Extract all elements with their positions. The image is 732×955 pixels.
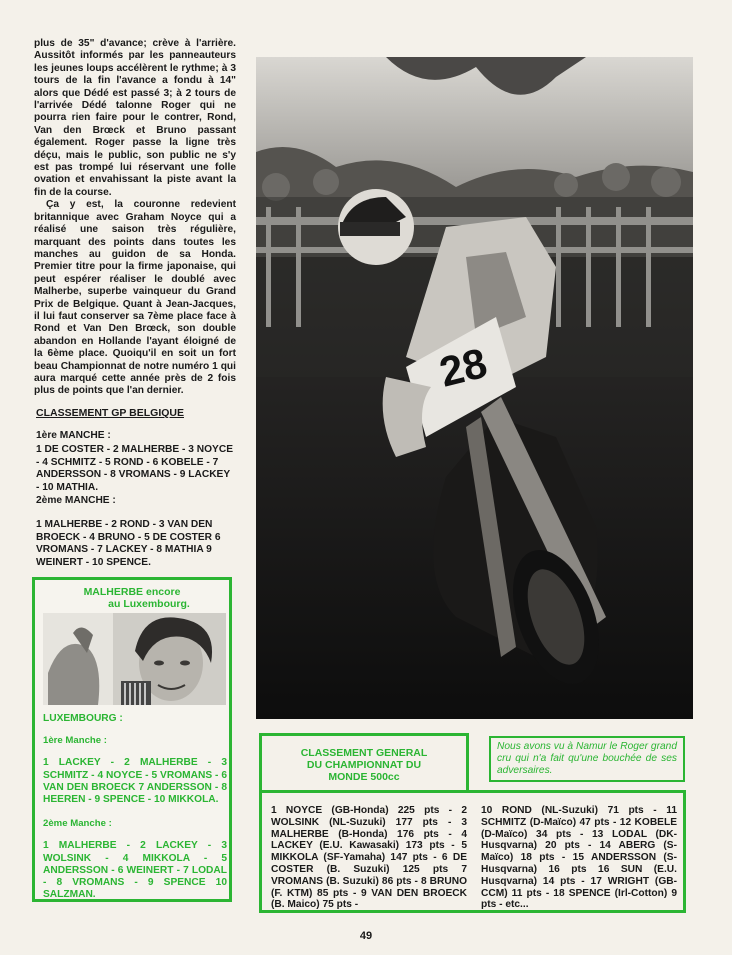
manche-1-results: 1 DE COSTER - 2 MALHERBE - 3 NOYCE - 4 SCHMITZ - 5 ROND - 6 KOBELE - 7 ANDERSSON - 8 VROMANS - 9 LACKEY - 10 MATHIA. bbox=[36, 444, 233, 493]
namur-quote: Nous avons vu à Namur le Roger grand cru qui n'a fait qu'une bouchée de ses adversaires. bbox=[489, 736, 685, 782]
general-standings-left: 1 NOYCE (GB-Honda) 225 pts - 2 WOLSINK (NL-Suzuki) 177 pts - 3 MALHERBE (B-Honda) 176 pts - 4 LACKEY (E.U. Kawasaki) 173 pts - 5 MIKKOLA (SF-Yamaha) 147 pts - 6 DE COSTER (B. Suzuki) 125 pts 7 VROMANS (B. Suzuki) 86 pts - 8 BRUNO (F. KTM) 85 pts - 9 VAN DEN BROECK (B. Maico) 75 pts - bbox=[271, 805, 467, 911]
rider-illustration bbox=[256, 57, 693, 719]
lux-manche-2-label: 2ème Manche : bbox=[43, 818, 112, 830]
gp-belgique-manche-2 bbox=[36, 495, 236, 569]
motocross-rider-photo bbox=[256, 57, 693, 719]
lux-title-line-2: au Luxembourg. bbox=[108, 598, 190, 610]
gp-belgique-manche-1 bbox=[36, 430, 236, 494]
page-number: 49 bbox=[359, 930, 373, 942]
general-title-line-3: MONDE 500cc bbox=[328, 771, 400, 783]
manche-2-label: 2ème MANCHE : bbox=[36, 495, 116, 506]
luxembourg-box bbox=[32, 577, 232, 902]
lux-manche-1-label: 1ère Manche : bbox=[43, 735, 107, 747]
manche-2-results: 1 MALHERBE - 2 ROND - 3 VAN DEN BROECK - 4 BRUNO - 5 DE COSTER 6 VROMANS - 7 LACKEY - 8 MATHIA 9 WEINERT - 10 SPENCE. bbox=[36, 519, 221, 568]
number-plate-28: 28 bbox=[434, 338, 492, 396]
luxembourg-heading: LUXEMBOURG : bbox=[43, 713, 123, 724]
luxembourg-box-title bbox=[35, 586, 229, 610]
general-standings-right: 10 ROND (NL-Suzuki) 71 pts - 11 SCHMITZ (D-Maïco) 47 pts - 12 KOBELE (D-Maïco) 34 pts - 13 LODAL (DK-Husqvarna) 20 pts - 14 ABERG (S-Maïco) 18 pts - 15 ANDERSSON (S-Husqvarna) 16 pts 16 SUN (E.U. Husqvarna) 14 pts - 17 WRIGHT (GB-CCM) 11 pts - 18 SPENCE (Irl-Cotton) 9 pts - etc... bbox=[481, 805, 677, 911]
malherbe-portrait-photo bbox=[43, 613, 226, 705]
lux-title-line-1: MALHERBE encore bbox=[83, 586, 181, 598]
portrait-illustration bbox=[43, 613, 226, 705]
luxembourg-results bbox=[43, 713, 227, 901]
general-standings-title bbox=[269, 747, 459, 783]
general-title-line-1: CLASSEMENT GENERAL bbox=[300, 747, 428, 759]
gp-belgique-title: CLASSEMENT GP BELGIQUE bbox=[36, 407, 184, 419]
article-paragraph-1: plus de 35" d'avance; crève à l'arrière. Aussitôt informés par les panneauteurs les jeunes loups accélèrent le rythme; à 3 tours de la fin l'avance a fondu à 14" alors que Dédé est passé 3; à 2 tours de l'arrivée Dédé talonne Roger qui ne pourra rien faire pour le contrer, Rond, Van den Brœck et Bruno passant également. Roger passe la ligne très déçu, mais le public, son public ne s'y est pas trompé lui réservant une folle ovation et envahissant la piste avant la fin de la course. bbox=[34, 38, 236, 198]
lux-manche-2-results: 1 MALHERBE - 2 LACKEY - 3 WOLSINK - 4 MIKKOLA - 5 ANDERSSON - 6 WEINERT - 7 LODAL - 8 VROMANS - 9 SPENCE 10 SALZMAN. bbox=[43, 840, 227, 901]
article-paragraph-2: Ça y est, la couronne redevient britannique avec Graham Noyce qui a réalisé une saison très régulière, marquant des points dans toutes les manches au guidon de sa Honda. Premier titre pour la firme japonaise, qui peut espérer réaliser le doublé avec Malherbe, superbe vainqueur du Grand Prix de Belgique. Quant à Jean-Jacques, il lui faut conserver sa 7ème place face à Rond et Van Den Brœck, son double abandon en Hollande l'ayant éloigné de la 6ème place. Quoiqu'il en soit un fort beau Championnat de notre numéro 1 qui aura marqué cette année près de 2 fois plus de points que l'an dernier. bbox=[34, 199, 236, 397]
lux-manche-1-results: 1 LACKEY - 2 MALHERBE - 3 SCHMITZ - 4 NOYCE - 5 VROMANS - 6 VAN DEN BROECK 7 ANDERSSON - 8 HEEREN - 9 SPENCE - 10 MIKKOLA. bbox=[43, 757, 227, 806]
manche-1-label: 1ère MANCHE : bbox=[36, 430, 111, 441]
general-title-line-2: DU CHAMPIONNAT DU bbox=[306, 759, 422, 771]
article-body bbox=[34, 38, 236, 398]
